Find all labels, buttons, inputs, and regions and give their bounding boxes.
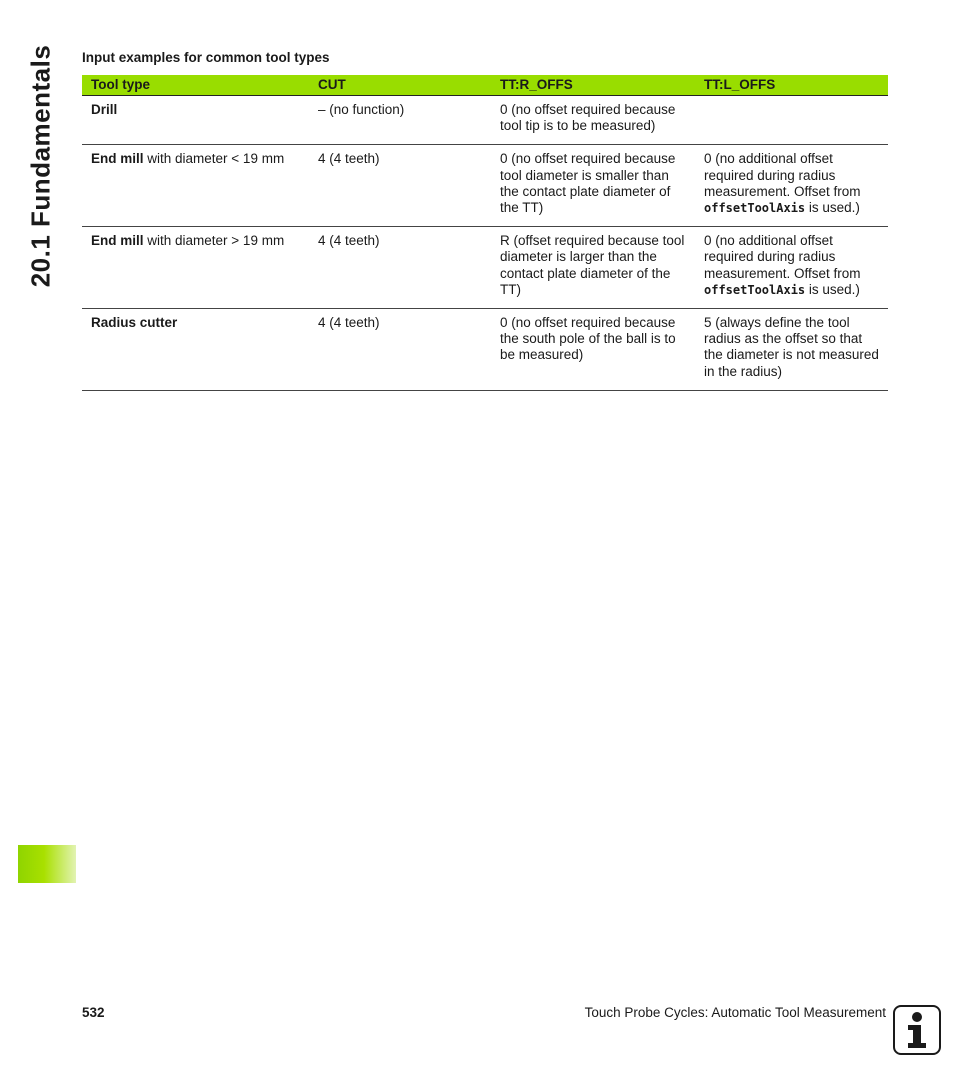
table-row <box>82 309 888 391</box>
l-offs-text: 5 (always define the tool radius as the offset so that the diameter is not measured in the radius) <box>704 315 879 379</box>
tool-name: End mill <box>91 151 144 167</box>
l-offs-text: 0 (no additional offset required during radius measurement. Offset from <box>704 233 861 281</box>
section-heading: Input examples for common tool types <box>82 50 330 65</box>
cell-l-offs <box>695 96 888 145</box>
tool-name: Drill <box>91 102 118 117</box>
table-row <box>82 96 888 145</box>
info-icon <box>893 1005 941 1055</box>
tool-qualifier: with diameter < 19 mm <box>143 151 285 167</box>
header-r-offs: TT:R_OFFS <box>491 75 695 96</box>
cell-cut: 4 (4 teeth) <box>309 309 491 391</box>
tool-name: End mill <box>91 233 144 249</box>
chapter-thumb-tab <box>18 845 76 883</box>
l-offs-code: offsetToolAxis <box>704 282 806 297</box>
table-row <box>82 145 888 227</box>
l-offs-suffix: is used.) <box>805 281 860 297</box>
cell-tool-type <box>82 309 309 391</box>
cell-r-offs: R (offset required because tool diameter is larger than the contact plate diameter of the TT) <box>491 227 695 309</box>
cell-cut: 4 (4 teeth) <box>309 145 491 227</box>
cell-tool-type <box>82 227 309 309</box>
tool-qualifier: with diameter > 19 mm <box>143 233 285 249</box>
cell-l-offs <box>695 227 888 309</box>
cell-r-offs: 0 (no offset required because the south pole of the ball is to be measured) <box>491 309 695 391</box>
footer-title: Touch Probe Cycles: Automatic Tool Measurement <box>584 1005 886 1020</box>
cell-l-offs <box>695 309 888 391</box>
tool-name: Radius cutter <box>91 315 178 331</box>
cell-cut: 4 (4 teeth) <box>309 227 491 309</box>
chapter-side-title: 20.1 Fundamentals <box>25 44 56 288</box>
cell-r-offs: 0 (no offset required because tool tip is to be measured) <box>491 96 695 145</box>
cell-l-offs <box>695 145 888 227</box>
l-offs-code: offsetToolAxis <box>704 201 806 216</box>
cell-cut: – (no function) <box>309 96 491 145</box>
header-l-offs: TT:L_OFFS <box>695 75 888 96</box>
table-row <box>82 227 888 309</box>
info-glyph <box>902 1011 932 1049</box>
cell-tool-type <box>82 145 309 227</box>
cell-r-offs: 0 (no offset required because tool diameter is smaller than the contact plate diameter of the TT) <box>491 145 695 227</box>
table-header-row <box>82 75 888 96</box>
l-offs-text: 0 (no additional offset required during radius measurement. Offset from <box>704 151 861 199</box>
header-tool-type: Tool type <box>82 75 309 96</box>
page-number: 532 <box>82 1005 105 1020</box>
cell-tool-type <box>82 96 309 145</box>
l-offs-suffix: is used.) <box>805 200 860 216</box>
header-cut: CUT <box>309 75 491 96</box>
tool-types-table <box>82 75 888 391</box>
